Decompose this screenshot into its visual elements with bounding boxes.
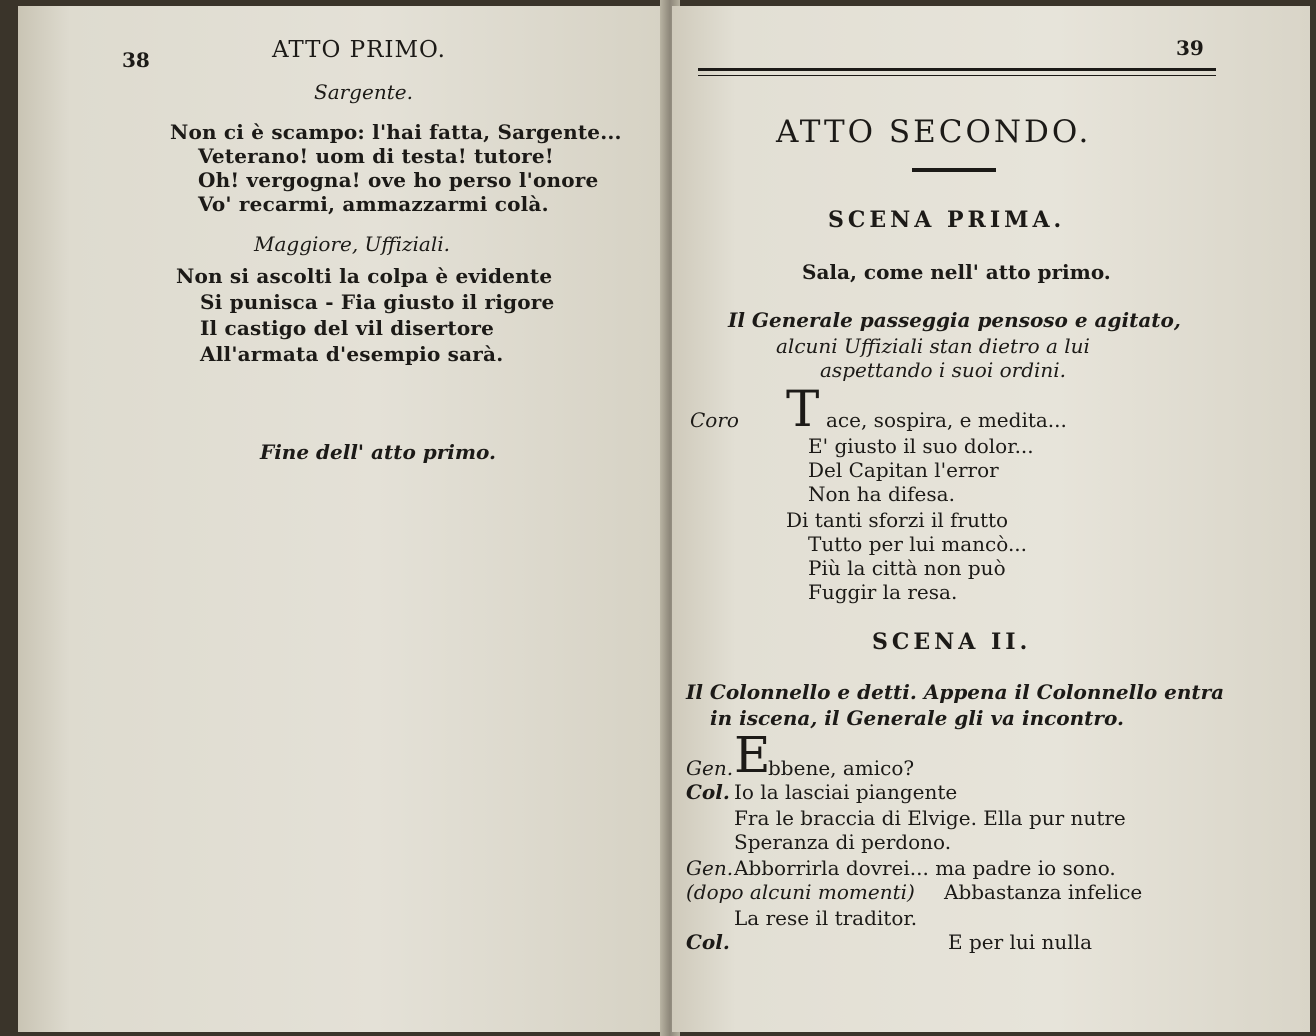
verse-line: E' giusto il suo dolor... (808, 434, 1034, 458)
dialogue-line: Fra le braccia di Elvige. Ella pur nutre (734, 806, 1126, 830)
dialogue-line: Io la lasciai piangente (734, 780, 958, 804)
verse-line: Più la città non può (808, 556, 1006, 580)
verse-line: ace, sospira, e medita... (826, 408, 1067, 432)
verse-line: Del Capitan l'error (808, 458, 999, 482)
verse-line: Veterano! uom di testa! tutore! (198, 144, 554, 168)
verse-line: Vo' recarmi, ammazzarmi colà. (198, 192, 549, 216)
act-title: ATTO SECONDO. (776, 114, 1092, 150)
stage-direction: alcuni Uffiziali stan dietro a lui (776, 334, 1090, 358)
stage-direction: (dopo alcuni momenti) (686, 880, 915, 904)
scene-setting: Sala, come nell' atto primo. (802, 260, 1111, 284)
speaker-maggiore: Maggiore, Uffiziali. (254, 232, 450, 256)
drop-cap: E (734, 726, 771, 784)
title-rule (912, 168, 996, 172)
left-page (18, 6, 668, 1032)
page-number: 39 (1176, 36, 1204, 60)
speaker-gen: Gen. (686, 856, 734, 880)
dialogue-line: bbene, amico? (768, 756, 915, 780)
running-head: ATTO PRIMO. (272, 37, 446, 63)
header-rule (698, 68, 1216, 71)
verse-line: Il castigo del vil disertore (200, 316, 495, 340)
drop-cap: T (786, 380, 820, 438)
verse-line: Tutto per lui mancò... (808, 532, 1028, 556)
header-rule (698, 75, 1216, 76)
speaker-col: Col. (686, 930, 730, 954)
stage-direction: aspettando i suoi ordini. (820, 358, 1067, 382)
verse-line: Non ha difesa. (808, 482, 955, 506)
verse-line: All'armata d'esempio sarà. (200, 342, 504, 366)
stage-direction: in iscena, il Generale gli va incontro. (710, 706, 1124, 730)
stage-direction: Il Generale passeggia pensoso e agitato, (728, 308, 1181, 332)
speaker-col: Col. (686, 780, 730, 804)
dialogue-line: E per lui nulla (948, 930, 1093, 954)
verse-line: Di tanti sforzi il frutto (786, 508, 1009, 532)
verse-line: Fuggir la resa. (808, 580, 958, 604)
act-end-note: Fine dell' atto primo. (260, 440, 496, 464)
stage-direction: Il Colonnello e detti. Appena il Colonnello entra (686, 680, 1225, 704)
verse-line: Non si ascolti la colpa è evidente (176, 264, 553, 288)
verse-line: Oh! vergogna! ove ho perso l'onore (198, 168, 599, 192)
verse-line: Non ci è scampo: l'hai fatta, Sargente... (170, 120, 622, 144)
dialogue-line: La rese il traditor. (734, 906, 918, 930)
dialogue-line: Abbastanza infelice (944, 880, 1143, 904)
page-number: 38 (122, 48, 150, 72)
dialogue-line: Speranza di perdono. (734, 830, 952, 854)
verse-line: Si punisca - Fia giusto il rigore (200, 290, 555, 314)
right-page (672, 6, 1310, 1032)
scene-title: SCENA II. (872, 629, 1032, 655)
scene-title: SCENA PRIMA. (828, 207, 1066, 233)
speaker-sargente: Sargente. (314, 80, 413, 104)
dialogue-line: Abborrirla dovrei... ma padre io sono. (734, 856, 1116, 880)
speaker-coro: Coro (690, 408, 739, 432)
speaker-gen: Gen. (686, 756, 734, 780)
